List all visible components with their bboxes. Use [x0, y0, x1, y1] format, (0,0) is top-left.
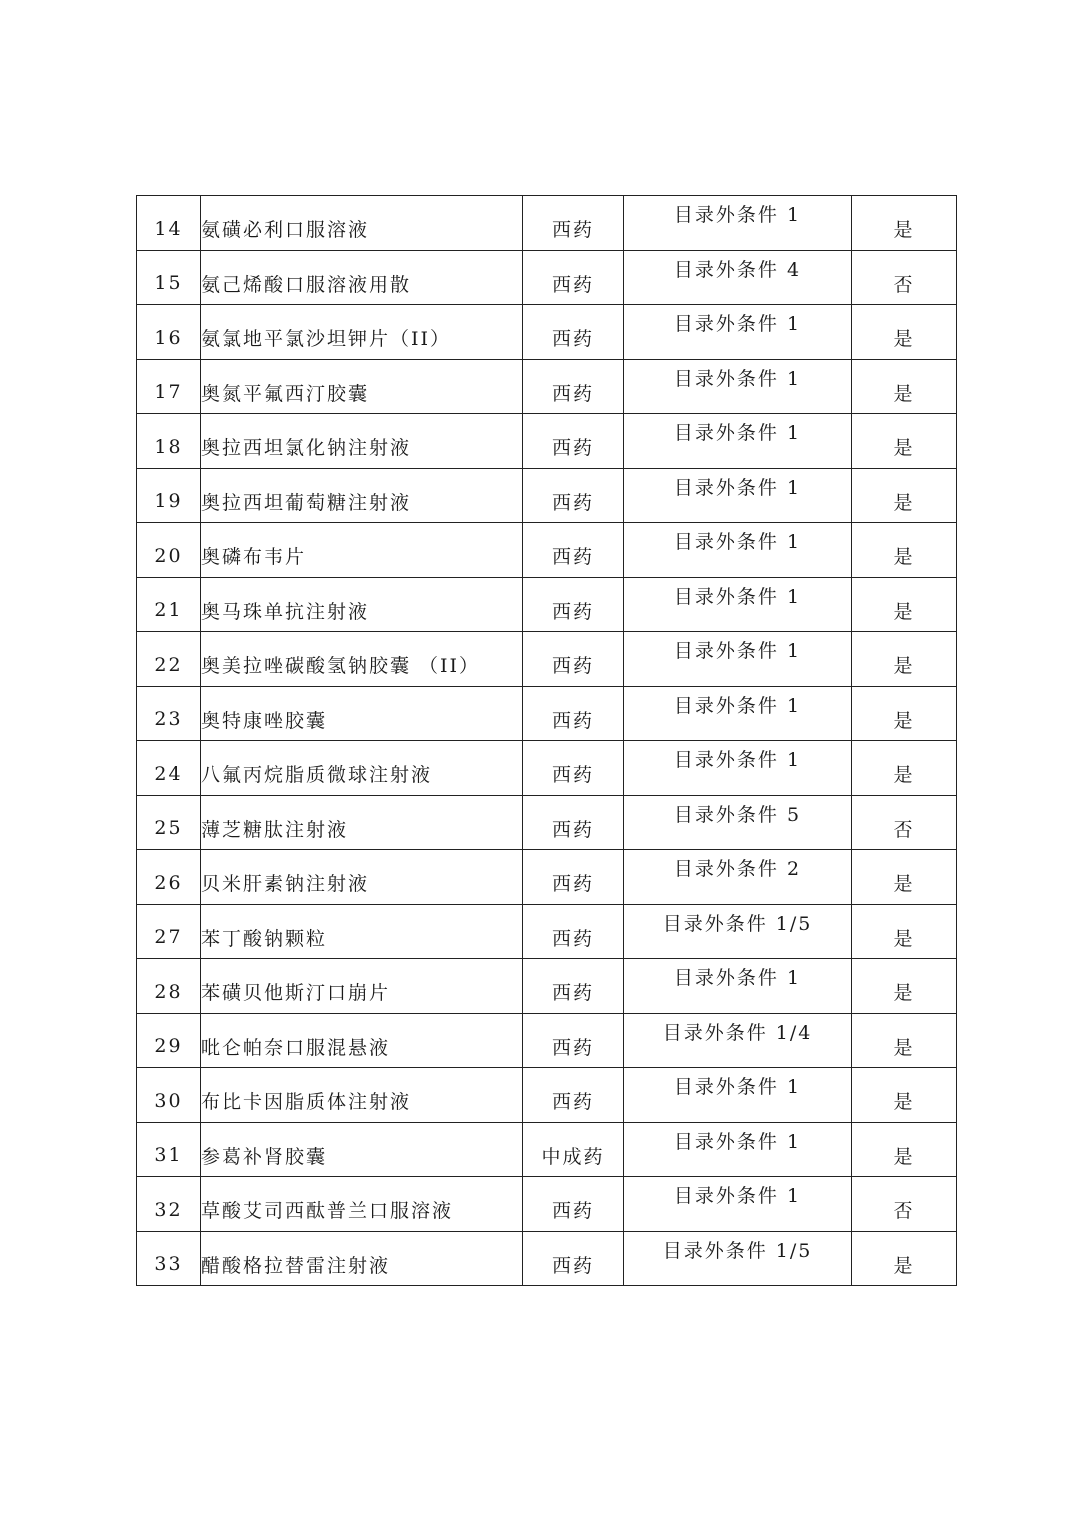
condition-text: 目录外条件 1/4 — [662, 1021, 813, 1044]
row-number-text: 22 — [154, 653, 183, 676]
row-number-text: 28 — [154, 980, 183, 1003]
table-body — [137, 196, 957, 1286]
row-number-text: 15 — [154, 272, 183, 295]
drug-type-text: 西药 — [551, 273, 594, 296]
table-row — [137, 1177, 957, 1232]
drug-type-cell — [523, 904, 624, 959]
condition-cell — [624, 632, 852, 687]
drug-type-text: 西药 — [551, 1036, 594, 1059]
flag-cell — [852, 577, 957, 632]
flag-cell — [852, 1177, 957, 1232]
drug-type-cell — [523, 741, 624, 796]
drug-type-text: 西药 — [551, 546, 594, 569]
flag-cell — [852, 686, 957, 741]
row-number-text: 25 — [154, 817, 183, 840]
condition-text: 目录外条件 1 — [673, 476, 802, 499]
row-number-text: 20 — [154, 544, 183, 567]
drug-name-cell — [201, 414, 523, 469]
condition-cell — [624, 850, 852, 905]
condition-text: 目录外条件 1 — [673, 367, 802, 390]
drug-name-text: 苯磺贝他斯汀口崩片 — [201, 982, 391, 1005]
condition-cell — [624, 904, 852, 959]
row-number-cell — [137, 795, 201, 850]
drug-list-table — [136, 195, 957, 1286]
drug-name-text: 贝米肝素钠注射液 — [201, 873, 370, 896]
drug-name-cell — [201, 741, 523, 796]
drug-type-cell — [523, 795, 624, 850]
flag-text: 是 — [893, 873, 915, 896]
table-row — [137, 1122, 957, 1177]
drug-name-cell — [201, 850, 523, 905]
condition-text: 目录外条件 1/5 — [662, 912, 813, 935]
flag-cell — [852, 904, 957, 959]
flag-text: 否 — [893, 818, 915, 841]
drug-name-text: 吡仑帕奈口服混悬液 — [201, 1036, 391, 1059]
row-number-cell — [137, 577, 201, 632]
row-number-cell — [137, 414, 201, 469]
row-number-cell — [137, 959, 201, 1014]
drug-type-text: 西药 — [551, 328, 594, 351]
flag-text: 是 — [893, 600, 915, 623]
table-row — [137, 850, 957, 905]
flag-text: 是 — [893, 1254, 915, 1277]
drug-type-text: 中成药 — [541, 1145, 605, 1168]
condition-text: 目录外条件 1 — [673, 422, 802, 445]
row-number-cell — [137, 250, 201, 305]
flag-cell — [852, 305, 957, 360]
condition-cell — [624, 468, 852, 523]
flag-text: 是 — [893, 437, 915, 460]
flag-cell — [852, 1122, 957, 1177]
drug-type-text: 西药 — [551, 873, 594, 896]
table-row — [137, 577, 957, 632]
flag-text: 是 — [893, 982, 915, 1005]
row-number-text: 16 — [154, 326, 183, 349]
table-row — [137, 632, 957, 687]
row-number-cell — [137, 196, 201, 251]
row-number-text: 23 — [154, 708, 183, 731]
condition-cell — [624, 1068, 852, 1123]
condition-cell — [624, 196, 852, 251]
flag-text: 是 — [893, 328, 915, 351]
drug-name-text: 苯丁酸钠颗粒 — [201, 927, 328, 950]
flag-text: 是 — [893, 1036, 915, 1059]
drug-type-cell — [523, 468, 624, 523]
row-number-cell — [137, 904, 201, 959]
drug-name-text: 奥特康唑胶囊 — [201, 709, 328, 732]
condition-cell — [624, 795, 852, 850]
row-number-text: 17 — [154, 381, 183, 404]
row-number-cell — [137, 359, 201, 414]
drug-type-cell — [523, 523, 624, 578]
drug-name-cell — [201, 250, 523, 305]
table-row — [137, 795, 957, 850]
row-number-cell — [137, 1122, 201, 1177]
drug-type-text: 西药 — [551, 437, 594, 460]
flag-cell — [852, 523, 957, 578]
flag-text: 是 — [893, 382, 915, 405]
drug-type-text: 西药 — [551, 600, 594, 623]
condition-cell — [624, 305, 852, 360]
flag-text: 是 — [893, 764, 915, 787]
flag-text: 是 — [893, 219, 915, 242]
table-row — [137, 1068, 957, 1123]
condition-cell — [624, 1013, 852, 1068]
drug-name-cell — [201, 686, 523, 741]
drug-type-text: 西药 — [551, 982, 594, 1005]
flag-text: 是 — [893, 546, 915, 569]
row-number-text: 33 — [154, 1253, 183, 1276]
row-number-text: 31 — [154, 1144, 183, 1167]
row-number-cell — [137, 1177, 201, 1232]
condition-text: 目录外条件 1 — [673, 749, 802, 772]
flag-cell — [852, 741, 957, 796]
flag-text: 是 — [893, 1091, 915, 1114]
condition-cell — [624, 686, 852, 741]
drug-name-text: 氨己烯酸口服溶液用散 — [201, 273, 412, 296]
table-row — [137, 1231, 957, 1286]
flag-text: 是 — [893, 655, 915, 678]
drug-name-cell — [201, 795, 523, 850]
table-row — [137, 523, 957, 578]
drug-name-cell — [201, 632, 523, 687]
drug-name-text: 薄芝糖肽注射液 — [201, 818, 349, 841]
row-number-text: 29 — [154, 1035, 183, 1058]
condition-text: 目录外条件 1/5 — [662, 1239, 813, 1262]
drug-type-cell — [523, 1231, 624, 1286]
table-row — [137, 250, 957, 305]
flag-cell — [852, 250, 957, 305]
drug-type-text: 西药 — [551, 219, 594, 242]
drug-type-text: 西药 — [551, 1200, 594, 1223]
flag-cell — [852, 1068, 957, 1123]
row-number-text: 30 — [154, 1089, 183, 1112]
row-number-text: 27 — [154, 926, 183, 949]
flag-cell — [852, 850, 957, 905]
drug-type-cell — [523, 1122, 624, 1177]
row-number-cell — [137, 632, 201, 687]
drug-type-cell — [523, 1068, 624, 1123]
drug-name-text: 奥拉西坦氯化钠注射液 — [201, 437, 412, 460]
drug-name-cell — [201, 359, 523, 414]
drug-type-cell — [523, 959, 624, 1014]
drug-name-cell — [201, 196, 523, 251]
row-number-cell — [137, 1013, 201, 1068]
condition-cell — [624, 1122, 852, 1177]
drug-name-text: 奥拉西坦葡萄糖注射液 — [201, 491, 412, 514]
drug-type-text: 西药 — [551, 655, 594, 678]
drug-type-text: 西药 — [551, 1091, 594, 1114]
row-number-cell — [137, 305, 201, 360]
flag-cell — [852, 795, 957, 850]
table-row — [137, 959, 957, 1014]
flag-text: 否 — [893, 1200, 915, 1223]
row-number-text: 24 — [154, 762, 183, 785]
table-row — [137, 686, 957, 741]
condition-text: 目录外条件 1 — [673, 640, 802, 663]
row-number-text: 32 — [154, 1198, 183, 1221]
flag-cell — [852, 359, 957, 414]
drug-name-cell — [201, 959, 523, 1014]
table-row — [137, 1013, 957, 1068]
condition-cell — [624, 250, 852, 305]
drug-type-text: 西药 — [551, 491, 594, 514]
condition-cell — [624, 359, 852, 414]
table-row — [137, 468, 957, 523]
row-number-text: 19 — [154, 490, 183, 513]
row-number-text: 21 — [154, 599, 183, 622]
flag-cell — [852, 959, 957, 1014]
flag-cell — [852, 468, 957, 523]
row-number-cell — [137, 1068, 201, 1123]
drug-name-cell — [201, 1068, 523, 1123]
drug-type-cell — [523, 250, 624, 305]
drug-type-cell — [523, 850, 624, 905]
drug-name-cell — [201, 1013, 523, 1068]
row-number-text: 26 — [154, 871, 183, 894]
condition-cell — [624, 523, 852, 578]
drug-name-cell — [201, 523, 523, 578]
drug-type-cell — [523, 414, 624, 469]
row-number-cell — [137, 468, 201, 523]
drug-name-cell — [201, 1231, 523, 1286]
drug-name-cell — [201, 577, 523, 632]
condition-text: 目录外条件 1 — [673, 967, 802, 990]
condition-cell — [624, 1177, 852, 1232]
condition-text: 目录外条件 1 — [673, 313, 802, 336]
flag-cell — [852, 632, 957, 687]
drug-name-text: 奥磷布韦片 — [201, 546, 307, 569]
condition-text: 目录外条件 4 — [673, 258, 802, 281]
drug-type-cell — [523, 632, 624, 687]
condition-text: 目录外条件 1 — [673, 1076, 802, 1099]
drug-type-cell — [523, 1013, 624, 1068]
drug-type-cell — [523, 1177, 624, 1232]
condition-cell — [624, 959, 852, 1014]
drug-type-cell — [523, 686, 624, 741]
drug-name-text: 奥美拉唑碳酸氢钠胶囊 （II） — [201, 655, 481, 678]
row-number-text: 14 — [154, 217, 183, 240]
table-row — [137, 414, 957, 469]
drug-name-cell — [201, 904, 523, 959]
drug-type-cell — [523, 196, 624, 251]
drug-type-cell — [523, 577, 624, 632]
drug-type-text: 西药 — [551, 818, 594, 841]
flag-text: 是 — [893, 927, 915, 950]
condition-text: 目录外条件 2 — [673, 858, 802, 881]
drug-type-text: 西药 — [551, 709, 594, 732]
drug-name-cell — [201, 1122, 523, 1177]
drug-type-text: 西药 — [551, 927, 594, 950]
drug-name-text: 布比卡因脂质体注射液 — [201, 1091, 412, 1114]
table-row — [137, 305, 957, 360]
drug-name-text: 氨氯地平氯沙坦钾片（II） — [201, 328, 452, 351]
condition-text: 目录外条件 1 — [673, 1185, 802, 1208]
table-row — [137, 359, 957, 414]
drug-type-cell — [523, 305, 624, 360]
row-number-cell — [137, 686, 201, 741]
drug-name-text: 奥氮平氟西汀胶囊 — [201, 382, 370, 405]
flag-text: 否 — [893, 273, 915, 296]
drug-type-text: 西药 — [551, 1254, 594, 1277]
drug-name-text: 奥马珠单抗注射液 — [201, 600, 370, 623]
row-number-cell — [137, 850, 201, 905]
drug-name-cell — [201, 468, 523, 523]
drug-name-text: 草酸艾司西酞普兰口服溶液 — [201, 1200, 454, 1223]
drug-name-text: 参葛补肾胶囊 — [201, 1145, 328, 1168]
table-row — [137, 741, 957, 796]
condition-cell — [624, 741, 852, 796]
condition-text: 目录外条件 1 — [673, 1130, 802, 1153]
condition-cell — [624, 414, 852, 469]
condition-text: 目录外条件 1 — [673, 694, 802, 717]
drug-name-text: 八氟丙烷脂质微球注射液 — [201, 764, 433, 787]
row-number-cell — [137, 1231, 201, 1286]
condition-text: 目录外条件 5 — [673, 803, 802, 826]
drug-name-cell — [201, 1177, 523, 1232]
flag-cell — [852, 1231, 957, 1286]
flag-text: 是 — [893, 1145, 915, 1168]
drug-type-text: 西药 — [551, 382, 594, 405]
condition-cell — [624, 577, 852, 632]
flag-text: 是 — [893, 709, 915, 732]
drug-type-text: 西药 — [551, 764, 594, 787]
drug-name-text: 醋酸格拉替雷注射液 — [201, 1254, 391, 1277]
flag-cell — [852, 196, 957, 251]
condition-text: 目录外条件 1 — [673, 585, 802, 608]
row-number-cell — [137, 741, 201, 796]
row-number-text: 18 — [154, 435, 183, 458]
drug-name-text: 氨磺必利口服溶液 — [201, 219, 370, 242]
table-row — [137, 904, 957, 959]
row-number-cell — [137, 523, 201, 578]
table-row — [137, 196, 957, 251]
drug-type-cell — [523, 359, 624, 414]
flag-cell — [852, 1013, 957, 1068]
drug-name-cell — [201, 305, 523, 360]
flag-cell — [852, 414, 957, 469]
condition-cell — [624, 1231, 852, 1286]
flag-text: 是 — [893, 491, 915, 514]
condition-text: 目录外条件 1 — [673, 531, 802, 554]
condition-text: 目录外条件 1 — [673, 204, 802, 227]
